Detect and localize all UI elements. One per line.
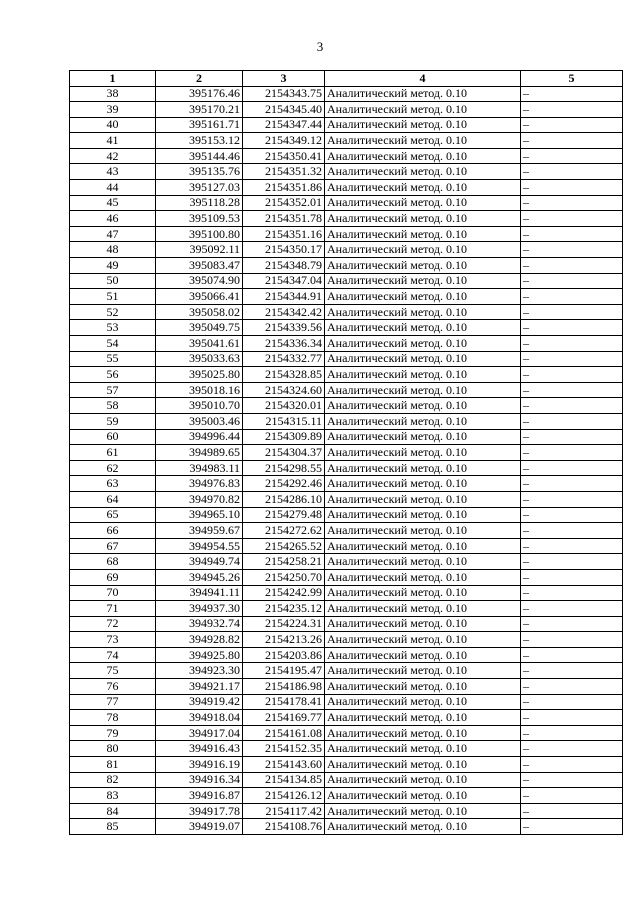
description-cell: – [521,289,623,305]
y-coordinate-cell: 2154224.31 [243,616,325,632]
method-accuracy-cell: Аналитический метод. 0.10 [325,226,521,242]
method-accuracy-cell: Аналитический метод. 0.10 [325,445,521,461]
table-row [70,242,623,258]
method-accuracy-cell: Аналитический метод. 0.10 [325,258,521,274]
header-col-4: 4 [325,71,521,87]
method-accuracy-cell: Аналитический метод. 0.10 [325,616,521,632]
method-accuracy-cell: Аналитический метод. 0.10 [325,336,521,352]
description-cell: – [521,367,623,383]
point-number-cell: 81 [70,757,156,773]
point-number-cell: 44 [70,180,156,196]
y-coordinate-cell: 2154309.89 [243,429,325,445]
point-number-cell: 62 [70,460,156,476]
method-accuracy-cell: Аналитический метод. 0.10 [325,429,521,445]
y-coordinate-cell: 2154250.70 [243,569,325,585]
description-cell: – [521,242,623,258]
method-accuracy-cell: Аналитический метод. 0.10 [325,538,521,554]
table-row [70,819,623,835]
table-row [70,507,623,523]
y-coordinate-cell: 2154350.41 [243,148,325,164]
point-number-cell: 45 [70,195,156,211]
point-number-cell: 59 [70,413,156,429]
y-coordinate-cell: 2154352.01 [243,195,325,211]
table-row [70,320,623,336]
method-accuracy-cell: Аналитический метод. 0.10 [325,164,521,180]
x-coordinate-cell: 394923.30 [156,663,243,679]
y-coordinate-cell: 2154195.47 [243,663,325,679]
y-coordinate-cell: 2154347.44 [243,117,325,133]
y-coordinate-cell: 2154272.62 [243,523,325,539]
point-number-cell: 55 [70,351,156,367]
point-number-cell: 51 [70,289,156,305]
x-coordinate-cell: 395135.76 [156,164,243,180]
description-cell: – [521,757,623,773]
point-number-cell: 60 [70,429,156,445]
method-accuracy-cell: Аналитический метод. 0.10 [325,523,521,539]
method-accuracy-cell: Аналитический метод. 0.10 [325,679,521,695]
x-coordinate-cell: 395153.12 [156,133,243,149]
table-row [70,803,623,819]
description-cell: – [521,491,623,507]
table-row [70,413,623,429]
description-cell: – [521,195,623,211]
method-accuracy-cell: Аналитический метод. 0.10 [325,803,521,819]
description-cell: – [521,164,623,180]
description-cell: – [521,211,623,227]
x-coordinate-cell: 394949.74 [156,554,243,570]
point-number-cell: 80 [70,741,156,757]
table-row [70,226,623,242]
description-cell: – [521,741,623,757]
table-row [70,351,623,367]
x-coordinate-cell: 395025.80 [156,367,243,383]
point-number-cell: 46 [70,211,156,227]
description-cell: – [521,710,623,726]
x-coordinate-cell: 395033.63 [156,351,243,367]
method-accuracy-cell: Аналитический метод. 0.10 [325,554,521,570]
y-coordinate-cell: 2154351.86 [243,180,325,196]
method-accuracy-cell: Аналитический метод. 0.10 [325,398,521,414]
y-coordinate-cell: 2154143.60 [243,757,325,773]
y-coordinate-cell: 2154298.55 [243,460,325,476]
y-coordinate-cell: 2154339.56 [243,320,325,336]
point-number-cell: 75 [70,663,156,679]
method-accuracy-cell: Аналитический метод. 0.10 [325,180,521,196]
description-cell: – [521,632,623,648]
description-cell: – [521,647,623,663]
table-row [70,554,623,570]
x-coordinate-cell: 395003.46 [156,413,243,429]
x-coordinate-cell: 394941.11 [156,585,243,601]
table-row [70,382,623,398]
method-accuracy-cell: Аналитический метод. 0.10 [325,476,521,492]
header-col-1: 1 [70,71,156,87]
table-row [70,86,623,102]
point-number-cell: 40 [70,117,156,133]
table-row [70,367,623,383]
description-cell: – [521,320,623,336]
method-accuracy-cell: Аналитический метод. 0.10 [325,382,521,398]
y-coordinate-cell: 2154108.76 [243,819,325,835]
table-row [70,148,623,164]
y-coordinate-cell: 2154242.99 [243,585,325,601]
point-number-cell: 39 [70,102,156,118]
x-coordinate-cell: 395018.16 [156,382,243,398]
x-coordinate-cell: 394921.17 [156,679,243,695]
x-coordinate-cell: 394916.43 [156,741,243,757]
x-coordinate-cell: 395041.61 [156,336,243,352]
x-coordinate-cell: 395109.53 [156,211,243,227]
description-cell: – [521,538,623,554]
y-coordinate-cell: 2154161.08 [243,725,325,741]
y-coordinate-cell: 2154345.40 [243,102,325,118]
method-accuracy-cell: Аналитический метод. 0.10 [325,819,521,835]
y-coordinate-cell: 2154126.12 [243,788,325,804]
point-number-cell: 48 [70,242,156,258]
description-cell: – [521,476,623,492]
description-cell: – [521,102,623,118]
x-coordinate-cell: 394970.82 [156,491,243,507]
table-row [70,523,623,539]
point-number-cell: 82 [70,772,156,788]
y-coordinate-cell: 2154203.86 [243,647,325,663]
description-cell: – [521,258,623,274]
method-accuracy-cell: Аналитический метод. 0.10 [325,320,521,336]
x-coordinate-cell: 395100.80 [156,226,243,242]
description-cell: – [521,413,623,429]
point-number-cell: 69 [70,569,156,585]
table-row [70,336,623,352]
point-number-cell: 65 [70,507,156,523]
x-coordinate-cell: 394976.83 [156,476,243,492]
y-coordinate-cell: 2154235.12 [243,601,325,617]
x-coordinate-cell: 394989.65 [156,445,243,461]
table-row [70,757,623,773]
x-coordinate-cell: 395170.21 [156,102,243,118]
table-row [70,647,623,663]
point-number-cell: 61 [70,445,156,461]
method-accuracy-cell: Аналитический метод. 0.10 [325,133,521,149]
table-row [70,273,623,289]
y-coordinate-cell: 2154348.79 [243,258,325,274]
x-coordinate-cell: 394983.11 [156,460,243,476]
table-row [70,632,623,648]
method-accuracy-cell: Аналитический метод. 0.10 [325,663,521,679]
x-coordinate-cell: 394918.04 [156,710,243,726]
y-coordinate-cell: 2154320.01 [243,398,325,414]
method-accuracy-cell: Аналитический метод. 0.10 [325,694,521,710]
point-number-cell: 57 [70,382,156,398]
y-coordinate-cell: 2154152.35 [243,741,325,757]
point-number-cell: 72 [70,616,156,632]
x-coordinate-cell: 394925.80 [156,647,243,663]
point-number-cell: 64 [70,491,156,507]
point-number-cell: 49 [70,258,156,274]
x-coordinate-cell: 394928.82 [156,632,243,648]
method-accuracy-cell: Аналитический метод. 0.10 [325,725,521,741]
table-row [70,772,623,788]
method-accuracy-cell: Аналитический метод. 0.10 [325,304,521,320]
x-coordinate-cell: 395127.03 [156,180,243,196]
description-cell: – [521,788,623,804]
description-cell: – [521,398,623,414]
table-row [70,585,623,601]
table-row [70,429,623,445]
description-cell: – [521,694,623,710]
header-row [70,71,623,87]
description-cell: – [521,445,623,461]
point-number-cell: 38 [70,86,156,102]
point-number-cell: 70 [70,585,156,601]
description-cell: – [521,304,623,320]
method-accuracy-cell: Аналитический метод. 0.10 [325,148,521,164]
y-coordinate-cell: 2154347.04 [243,273,325,289]
y-coordinate-cell: 2154213.26 [243,632,325,648]
y-coordinate-cell: 2154315.11 [243,413,325,429]
table-row [70,211,623,227]
coordinates-table [69,70,623,835]
description-cell: – [521,336,623,352]
x-coordinate-cell: 395092.11 [156,242,243,258]
table-row [70,304,623,320]
point-number-cell: 41 [70,133,156,149]
x-coordinate-cell: 395049.75 [156,320,243,336]
y-coordinate-cell: 2154342.42 [243,304,325,320]
y-coordinate-cell: 2154328.85 [243,367,325,383]
x-coordinate-cell: 394959.67 [156,523,243,539]
y-coordinate-cell: 2154279.48 [243,507,325,523]
method-accuracy-cell: Аналитический метод. 0.10 [325,710,521,726]
description-cell: – [521,616,623,632]
point-number-cell: 47 [70,226,156,242]
y-coordinate-cell: 2154344.91 [243,289,325,305]
table-row [70,663,623,679]
point-number-cell: 79 [70,725,156,741]
table-row [70,117,623,133]
y-coordinate-cell: 2154351.16 [243,226,325,242]
table-row [70,180,623,196]
point-number-cell: 54 [70,336,156,352]
description-cell: – [521,351,623,367]
table-row [70,601,623,617]
point-number-cell: 43 [70,164,156,180]
description-cell: – [521,117,623,133]
y-coordinate-cell: 2154186.98 [243,679,325,695]
x-coordinate-cell: 394916.19 [156,757,243,773]
description-cell: – [521,507,623,523]
table-row [70,102,623,118]
description-cell: – [521,382,623,398]
description-cell: – [521,148,623,164]
point-number-cell: 84 [70,803,156,819]
x-coordinate-cell: 395161.71 [156,117,243,133]
y-coordinate-cell: 2154324.60 [243,382,325,398]
description-cell: – [521,273,623,289]
method-accuracy-cell: Аналитический метод. 0.10 [325,273,521,289]
table-row [70,491,623,507]
method-accuracy-cell: Аналитический метод. 0.10 [325,788,521,804]
x-coordinate-cell: 394945.26 [156,569,243,585]
table-row [70,741,623,757]
header-col-2: 2 [156,71,243,87]
x-coordinate-cell: 394996.44 [156,429,243,445]
table-row [70,616,623,632]
point-number-cell: 76 [70,679,156,695]
point-number-cell: 77 [70,694,156,710]
y-coordinate-cell: 2154351.78 [243,211,325,227]
y-coordinate-cell: 2154351.32 [243,164,325,180]
description-cell: – [521,569,623,585]
point-number-cell: 50 [70,273,156,289]
x-coordinate-cell: 394919.07 [156,819,243,835]
point-number-cell: 52 [70,304,156,320]
description-cell: – [521,460,623,476]
method-accuracy-cell: Аналитический метод. 0.10 [325,757,521,773]
x-coordinate-cell: 395083.47 [156,258,243,274]
x-coordinate-cell: 394965.10 [156,507,243,523]
description-cell: – [521,725,623,741]
description-cell: – [521,772,623,788]
method-accuracy-cell: Аналитический метод. 0.10 [325,117,521,133]
method-accuracy-cell: Аналитический метод. 0.10 [325,507,521,523]
table-row [70,725,623,741]
description-cell: – [521,601,623,617]
table-row [70,460,623,476]
x-coordinate-cell: 395010.70 [156,398,243,414]
description-cell: – [521,226,623,242]
point-number-cell: 67 [70,538,156,554]
x-coordinate-cell: 395118.28 [156,195,243,211]
point-number-cell: 68 [70,554,156,570]
description-cell: – [521,180,623,196]
x-coordinate-cell: 394916.87 [156,788,243,804]
method-accuracy-cell: Аналитический метод. 0.10 [325,491,521,507]
method-accuracy-cell: Аналитический метод. 0.10 [325,195,521,211]
method-accuracy-cell: Аналитический метод. 0.10 [325,211,521,227]
table-row [70,710,623,726]
method-accuracy-cell: Аналитический метод. 0.10 [325,647,521,663]
x-coordinate-cell: 394917.78 [156,803,243,819]
point-number-cell: 71 [70,601,156,617]
table-row [70,398,623,414]
y-coordinate-cell: 2154332.77 [243,351,325,367]
method-accuracy-cell: Аналитический метод. 0.10 [325,460,521,476]
description-cell: – [521,803,623,819]
y-coordinate-cell: 2154349.12 [243,133,325,149]
method-accuracy-cell: Аналитический метод. 0.10 [325,632,521,648]
table-row [70,476,623,492]
x-coordinate-cell: 395066.41 [156,289,243,305]
point-number-cell: 58 [70,398,156,414]
x-coordinate-cell: 394937.30 [156,601,243,617]
point-number-cell: 83 [70,788,156,804]
description-cell: – [521,523,623,539]
table-row [70,258,623,274]
description-cell: – [521,679,623,695]
point-number-cell: 42 [70,148,156,164]
x-coordinate-cell: 395058.02 [156,304,243,320]
description-cell: – [521,429,623,445]
point-number-cell: 78 [70,710,156,726]
table-row [70,289,623,305]
method-accuracy-cell: Аналитический метод. 0.10 [325,242,521,258]
y-coordinate-cell: 2154265.52 [243,538,325,554]
point-number-cell: 56 [70,367,156,383]
y-coordinate-cell: 2154292.46 [243,476,325,492]
method-accuracy-cell: Аналитический метод. 0.10 [325,102,521,118]
y-coordinate-cell: 2154178.41 [243,694,325,710]
description-cell: – [521,663,623,679]
method-accuracy-cell: Аналитический метод. 0.10 [325,772,521,788]
header-col-5: 5 [521,71,623,87]
method-accuracy-cell: Аналитический метод. 0.10 [325,413,521,429]
table-row [70,679,623,695]
table-row [70,164,623,180]
table-row [70,788,623,804]
x-coordinate-cell: 394917.04 [156,725,243,741]
y-coordinate-cell: 2154336.34 [243,336,325,352]
x-coordinate-cell: 395144.46 [156,148,243,164]
description-cell: – [521,819,623,835]
method-accuracy-cell: Аналитический метод. 0.10 [325,289,521,305]
description-cell: – [521,585,623,601]
y-coordinate-cell: 2154304.37 [243,445,325,461]
description-cell: – [521,554,623,570]
table-row [70,569,623,585]
point-number-cell: 73 [70,632,156,648]
x-coordinate-cell: 395176.46 [156,86,243,102]
x-coordinate-cell: 394919.42 [156,694,243,710]
table-row [70,133,623,149]
method-accuracy-cell: Аналитический метод. 0.10 [325,86,521,102]
y-coordinate-cell: 2154258.21 [243,554,325,570]
x-coordinate-cell: 394916.34 [156,772,243,788]
method-accuracy-cell: Аналитический метод. 0.10 [325,601,521,617]
y-coordinate-cell: 2154286.10 [243,491,325,507]
y-coordinate-cell: 2154350.17 [243,242,325,258]
table-row [70,694,623,710]
table-row [70,195,623,211]
method-accuracy-cell: Аналитический метод. 0.10 [325,367,521,383]
x-coordinate-cell: 395074.90 [156,273,243,289]
method-accuracy-cell: Аналитический метод. 0.10 [325,741,521,757]
y-coordinate-cell: 2154117.42 [243,803,325,819]
point-number-cell: 66 [70,523,156,539]
method-accuracy-cell: Аналитический метод. 0.10 [325,351,521,367]
point-number-cell: 74 [70,647,156,663]
description-cell: – [521,133,623,149]
y-coordinate-cell: 2154134.85 [243,772,325,788]
method-accuracy-cell: Аналитический метод. 0.10 [325,569,521,585]
page-number: 3 [316,39,324,54]
point-number-cell: 63 [70,476,156,492]
y-coordinate-cell: 2154169.77 [243,710,325,726]
point-number-cell: 85 [70,819,156,835]
x-coordinate-cell: 394954.55 [156,538,243,554]
point-number-cell: 53 [70,320,156,336]
method-accuracy-cell: Аналитический метод. 0.10 [325,585,521,601]
x-coordinate-cell: 394932.74 [156,616,243,632]
table-row [70,538,623,554]
table-body [70,86,623,835]
header-col-3: 3 [243,71,325,87]
description-cell: – [521,86,623,102]
y-coordinate-cell: 2154343.75 [243,86,325,102]
table-header [70,71,623,87]
table-row [70,445,623,461]
